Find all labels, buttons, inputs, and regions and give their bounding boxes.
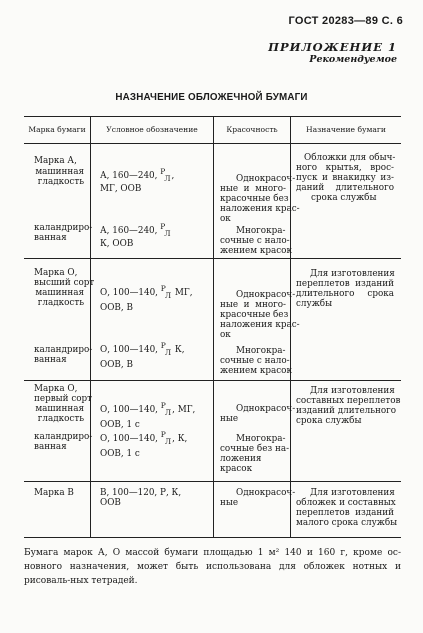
paper-purpose-table <box>24 116 401 538</box>
color-line: сочные с нало- <box>220 356 290 366</box>
grade-label: гладкость <box>37 298 84 308</box>
grade-label: ванная <box>34 233 67 243</box>
purpose-line: пуск и внакидку из- <box>296 173 394 183</box>
color-line: красок <box>220 464 253 474</box>
code-line: О, 100—140, РЛ К, <box>100 341 185 357</box>
document-header: ГОСТ 20283—89 С. 6 <box>288 15 403 27</box>
purpose-line: малого срока службы <box>296 518 398 528</box>
l-symbol: Л <box>164 291 172 300</box>
appendix-note: Рекомендуемое <box>309 54 397 65</box>
grade-label: ванная <box>34 442 67 452</box>
color-line: наложения крас- <box>220 320 300 330</box>
code-line: ООВ <box>100 498 121 508</box>
code-line: ООВ, 1 с <box>100 420 140 430</box>
appendix-label: ПРИЛОЖЕНИЕ 1 <box>268 40 397 54</box>
column-header-code: Условное обозначение <box>106 125 198 134</box>
code-line: О, 100—140, РЛ МГ, <box>100 284 193 300</box>
color-line: наложения крас- <box>220 204 300 214</box>
l-symbol: Л <box>164 229 171 238</box>
purpose-line: срока службы <box>311 193 377 203</box>
code-line: В, 100—120, Р, К, <box>100 488 182 498</box>
grade-label: гладкость <box>37 414 84 424</box>
p-symbol: Р <box>160 341 166 350</box>
purpose-line: переплетов изданий <box>296 508 394 518</box>
code-line: ООВ, В <box>100 360 133 370</box>
l-symbol: Л <box>164 174 171 183</box>
color-line: Однокрасоч- <box>236 290 296 300</box>
color-line: красочные <box>220 310 271 320</box>
color-line: ные <box>220 414 239 424</box>
code-line: А, 160—240, РЛ <box>100 222 171 238</box>
color-line: жением красок <box>220 246 292 256</box>
color-line: Многокра- <box>236 434 286 444</box>
purpose-line: Для изготовления <box>310 488 395 498</box>
color-line: ные и много- <box>220 184 286 194</box>
p-symbol: Р <box>160 167 166 176</box>
p-symbol: Р <box>160 222 166 231</box>
grade-label: машинная <box>35 167 84 177</box>
purpose-line: составных переплетов <box>296 396 401 406</box>
column-rule <box>213 116 214 538</box>
code-line: К, ООВ <box>100 239 134 249</box>
color-line: ок <box>220 214 231 224</box>
color-line: ок <box>220 330 231 340</box>
purpose-line: обложек и составных <box>296 498 396 508</box>
color-line: ные и много- <box>220 300 286 310</box>
code-line: А, 160—240, РЛ, <box>100 167 175 183</box>
purpose-line: Для изготовления <box>310 386 395 396</box>
grade-label: каландриро- <box>34 432 93 442</box>
color-line: жением красок <box>220 366 292 376</box>
footnote-paragraph: Бумага марок А, О массой бумаги площадью 1 м² 140 и 160 г, кроме ос-новного назначения, может быть использована для обложек нотных и рисоваль-ных тетрадей. <box>24 548 401 586</box>
grade-label: машинная <box>35 404 84 414</box>
l-symbol: Л <box>164 408 172 417</box>
grade-label: Марка В <box>34 488 74 498</box>
p-symbol: Р <box>160 284 166 293</box>
code-line: О, 100—140, РЛ, К, <box>100 430 188 446</box>
color-line: без <box>273 310 289 320</box>
grade-label: Марка О, <box>34 384 78 394</box>
color-line: Однокрасоч- <box>236 174 296 184</box>
purpose-line: переплетов изданий <box>296 279 394 289</box>
color-line: ложения <box>220 454 262 464</box>
purpose-line: Для изготовления <box>310 269 395 279</box>
color-line: сочные без на- <box>220 444 290 454</box>
color-line: Однокрасоч- <box>236 488 296 498</box>
grade-label: каландриро- <box>34 345 93 355</box>
color-line: ные <box>220 498 239 508</box>
p-symbol: Р <box>160 401 166 410</box>
purpose-line: даний длительного <box>296 183 394 193</box>
column-rule <box>90 116 91 538</box>
grade-label: каландриро- <box>34 223 93 233</box>
color-line: Многокра- <box>236 226 286 236</box>
purpose-line: Обложки для обыч- <box>304 153 396 163</box>
column-header-color: Красочность <box>226 125 278 134</box>
column-header-purpose: Назначение бумаги <box>306 125 386 134</box>
purpose-line: изданий длительного <box>296 406 397 416</box>
grade-label: Марка А, <box>34 156 77 166</box>
color-line: сочные с нало- <box>220 236 290 246</box>
purpose-line: длительного срока <box>296 289 394 299</box>
l-symbol: Л <box>164 437 172 446</box>
code-line: ООВ, В <box>100 303 133 313</box>
table-title: НАЗНАЧЕНИЕ ОБЛОЖЕЧНОЙ БУМАГИ <box>115 92 308 103</box>
color-line: Однокрасоч- <box>236 404 296 414</box>
code-line: О, 100—140, РЛ, МГ, <box>100 401 196 417</box>
grade-label: первый сорт <box>34 394 93 404</box>
color-line: красочные без <box>220 194 289 204</box>
code-line: ООВ, 1 с <box>100 449 140 459</box>
grade-label: Марка О, <box>34 268 78 278</box>
l-symbol: Л <box>164 348 172 357</box>
column-header-grade: Марка бумаги <box>28 125 86 134</box>
purpose-line: срока службы <box>296 416 362 426</box>
color-line: Многокра- <box>236 346 286 356</box>
purpose-line: ного крытья, врос- <box>296 163 394 173</box>
grade-label: высший сорт <box>34 278 95 288</box>
grade-label: машинная <box>35 288 84 298</box>
grade-label: ванная <box>34 355 67 365</box>
p-symbol: Р <box>160 430 166 439</box>
purpose-line: службы <box>296 299 333 309</box>
grade-label: гладкость <box>37 177 84 187</box>
code-line: МГ, ООВ <box>100 184 142 194</box>
